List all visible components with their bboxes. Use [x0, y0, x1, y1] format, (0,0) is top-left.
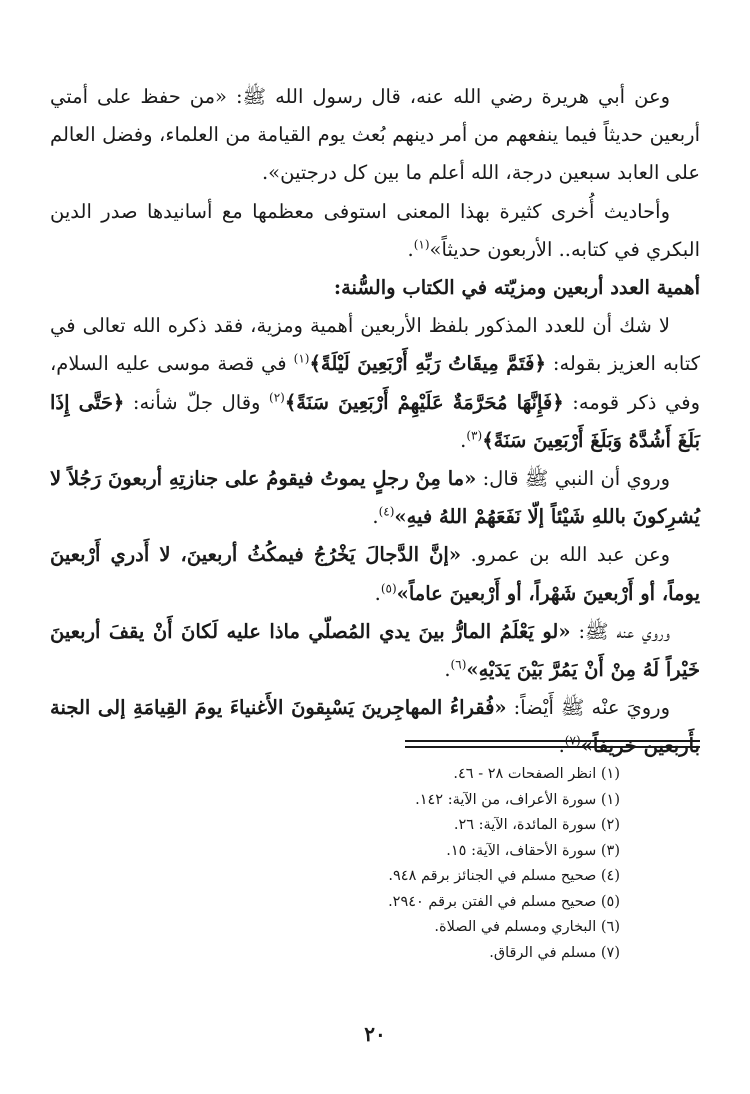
- paragraph: [50, 613, 700, 689]
- text-run: .: [374, 581, 381, 605]
- footnote-item: (٤) صحيح مسلم في الجنائز برقم ٩٤٨.: [388, 868, 620, 884]
- text-run: وعن عبد الله بن عمرو.: [461, 543, 671, 567]
- text-run: أهمية العدد أربعين ومزيّته في الكتاب والسُّنة:: [333, 276, 700, 300]
- footnote-marker: (٦): [450, 657, 467, 672]
- footnote-separator-bottom: [405, 746, 700, 748]
- footnote-marker: (٧): [564, 733, 581, 748]
- text-run: .: [558, 734, 565, 758]
- footnote-marker: (٢): [269, 390, 285, 405]
- text-run: وروي عنه ﷺ:: [570, 619, 670, 643]
- footnote-marker: (١): [293, 351, 310, 366]
- text-run: لا شك أن للعدد المذكور بلفظ الأربعين أهمية ومزية، فقد ذكره الله تعالى في كتابه العزيز بقوله:: [50, 314, 700, 376]
- paragraph: [50, 689, 700, 765]
- text-run: وروي أن النبي ﷺ قال:: [476, 467, 670, 491]
- main-text: [50, 78, 700, 766]
- footnote-separator-top: [405, 740, 700, 742]
- quran-verse: ﴿حَتَّى إِذَا بَلَغَ أَشُدَّهُ وَبَلَغَ أَرْبَعِينَ سَنَةً﴾: [50, 390, 700, 452]
- text-run: في قصة موسى عليه السلام، وفي ذكر قومه:: [50, 352, 700, 414]
- hadith-quote: «ما مِنْ رجلٍ يموتُ فيقومُ على جنازتِهِ أربعونَ رَجُلاً لا يُشرِكونَ باللهِ شَيْئاً إلّا نَفَعَهُمْ اللهُ فيهِ»: [50, 467, 700, 529]
- footnote-marker: (٥): [380, 581, 397, 596]
- footnote-item: (٣) سورة الأحقاف، الآية: ١٥.: [446, 842, 620, 859]
- footnote-marker: (٣): [466, 428, 483, 443]
- paragraph: [50, 193, 700, 269]
- footnote-item: (٥) صحيح مسلم في الفتن برقم ٢٩٤٠.: [388, 893, 620, 910]
- text-run: وعن أبي هريرة رضي الله عنه، قال رسول الله ﷺ: «من حفظ على أمتي أربعين حديثاً فيما ينفعهم من أمر دينهم بُعث يوم القيامة من العلماء، وفضل العالم على العابد سبعين درجة، الله أعلم ما بين كل درجتين».: [50, 85, 700, 185]
- footnote-marker: (١): [413, 237, 430, 252]
- hadith-quote: «فُقراءُ المهاجِرينَ يَسْبِقونَ الأَغنياءَ يومَ القِيامَةِ إلى الجنة بأَربعين خريفاً»: [50, 696, 700, 758]
- text-run: ورويَ عنْه ﷺ أَيْضاً:: [506, 696, 671, 720]
- text-run: .: [372, 505, 379, 529]
- quran-verse: ﴿فَإِنَّهَا مُحَرَّمَةٌ عَلَيْهِمْ أَرْبَعِينَ سَنَةً﴾: [284, 390, 564, 414]
- footnote-marker: (٤): [378, 504, 395, 519]
- text-run: .: [444, 658, 451, 682]
- footnotes: [140, 762, 620, 966]
- footnote-item: (٦) البخاري ومسلم في الصلاة.: [434, 919, 620, 935]
- text-run: وقال جلّ شأنه:: [124, 390, 270, 414]
- page-number: ٢٠: [364, 1022, 386, 1046]
- footnote-item: (١) سورة الأعراف، من الآية: ١٤٢.: [415, 791, 620, 808]
- hadith-quote: «إنَّ الدَّجالَ يَخْرُجُ فيمكُثُ أربعينَ، لا أَدري أَرْبعينَ يوماً، أو أَرْبعينَ شَهْراً، أو أَرْبعينَ عاماً»: [50, 543, 700, 605]
- text-run: .: [407, 237, 414, 261]
- paragraph: [50, 78, 700, 193]
- quran-verse: ﴿فَتَمَّ مِيقَاتُ رَبِّهِ أَرْبَعِينَ لَيْلَةً﴾: [309, 352, 546, 376]
- footnote-item: (١) انظر الصفحات ٢٨ - ٤٦.: [453, 766, 620, 782]
- text-run: وأحاديث أُخرى كثيرة بهذا المعنى استوفى معظمها مع أسانيدها صدر الدين البكري في كتابه.. الأربعون حديثاً»: [50, 199, 700, 261]
- section-heading: [50, 269, 700, 307]
- text-run: .: [460, 428, 467, 452]
- paragraph: [50, 536, 700, 612]
- hadith-quote: «لو يَعْلَمُ المارُّ بينَ يدي المُصلّي ماذا عليه لَكانَ أَنْ يقفَ أربعينَ خَيْراً لَهُ مِنْ أَنْ يَمُرَّ بَيْنَ يَدَيْهِ»: [50, 619, 700, 682]
- footnote-item: (٢) سورة المائدة، الآية: ٢٦.: [453, 817, 620, 833]
- footnote-item: (٧) مسلم في الرقاق.: [489, 944, 620, 961]
- paragraph: [50, 307, 700, 460]
- paragraph: [50, 460, 700, 536]
